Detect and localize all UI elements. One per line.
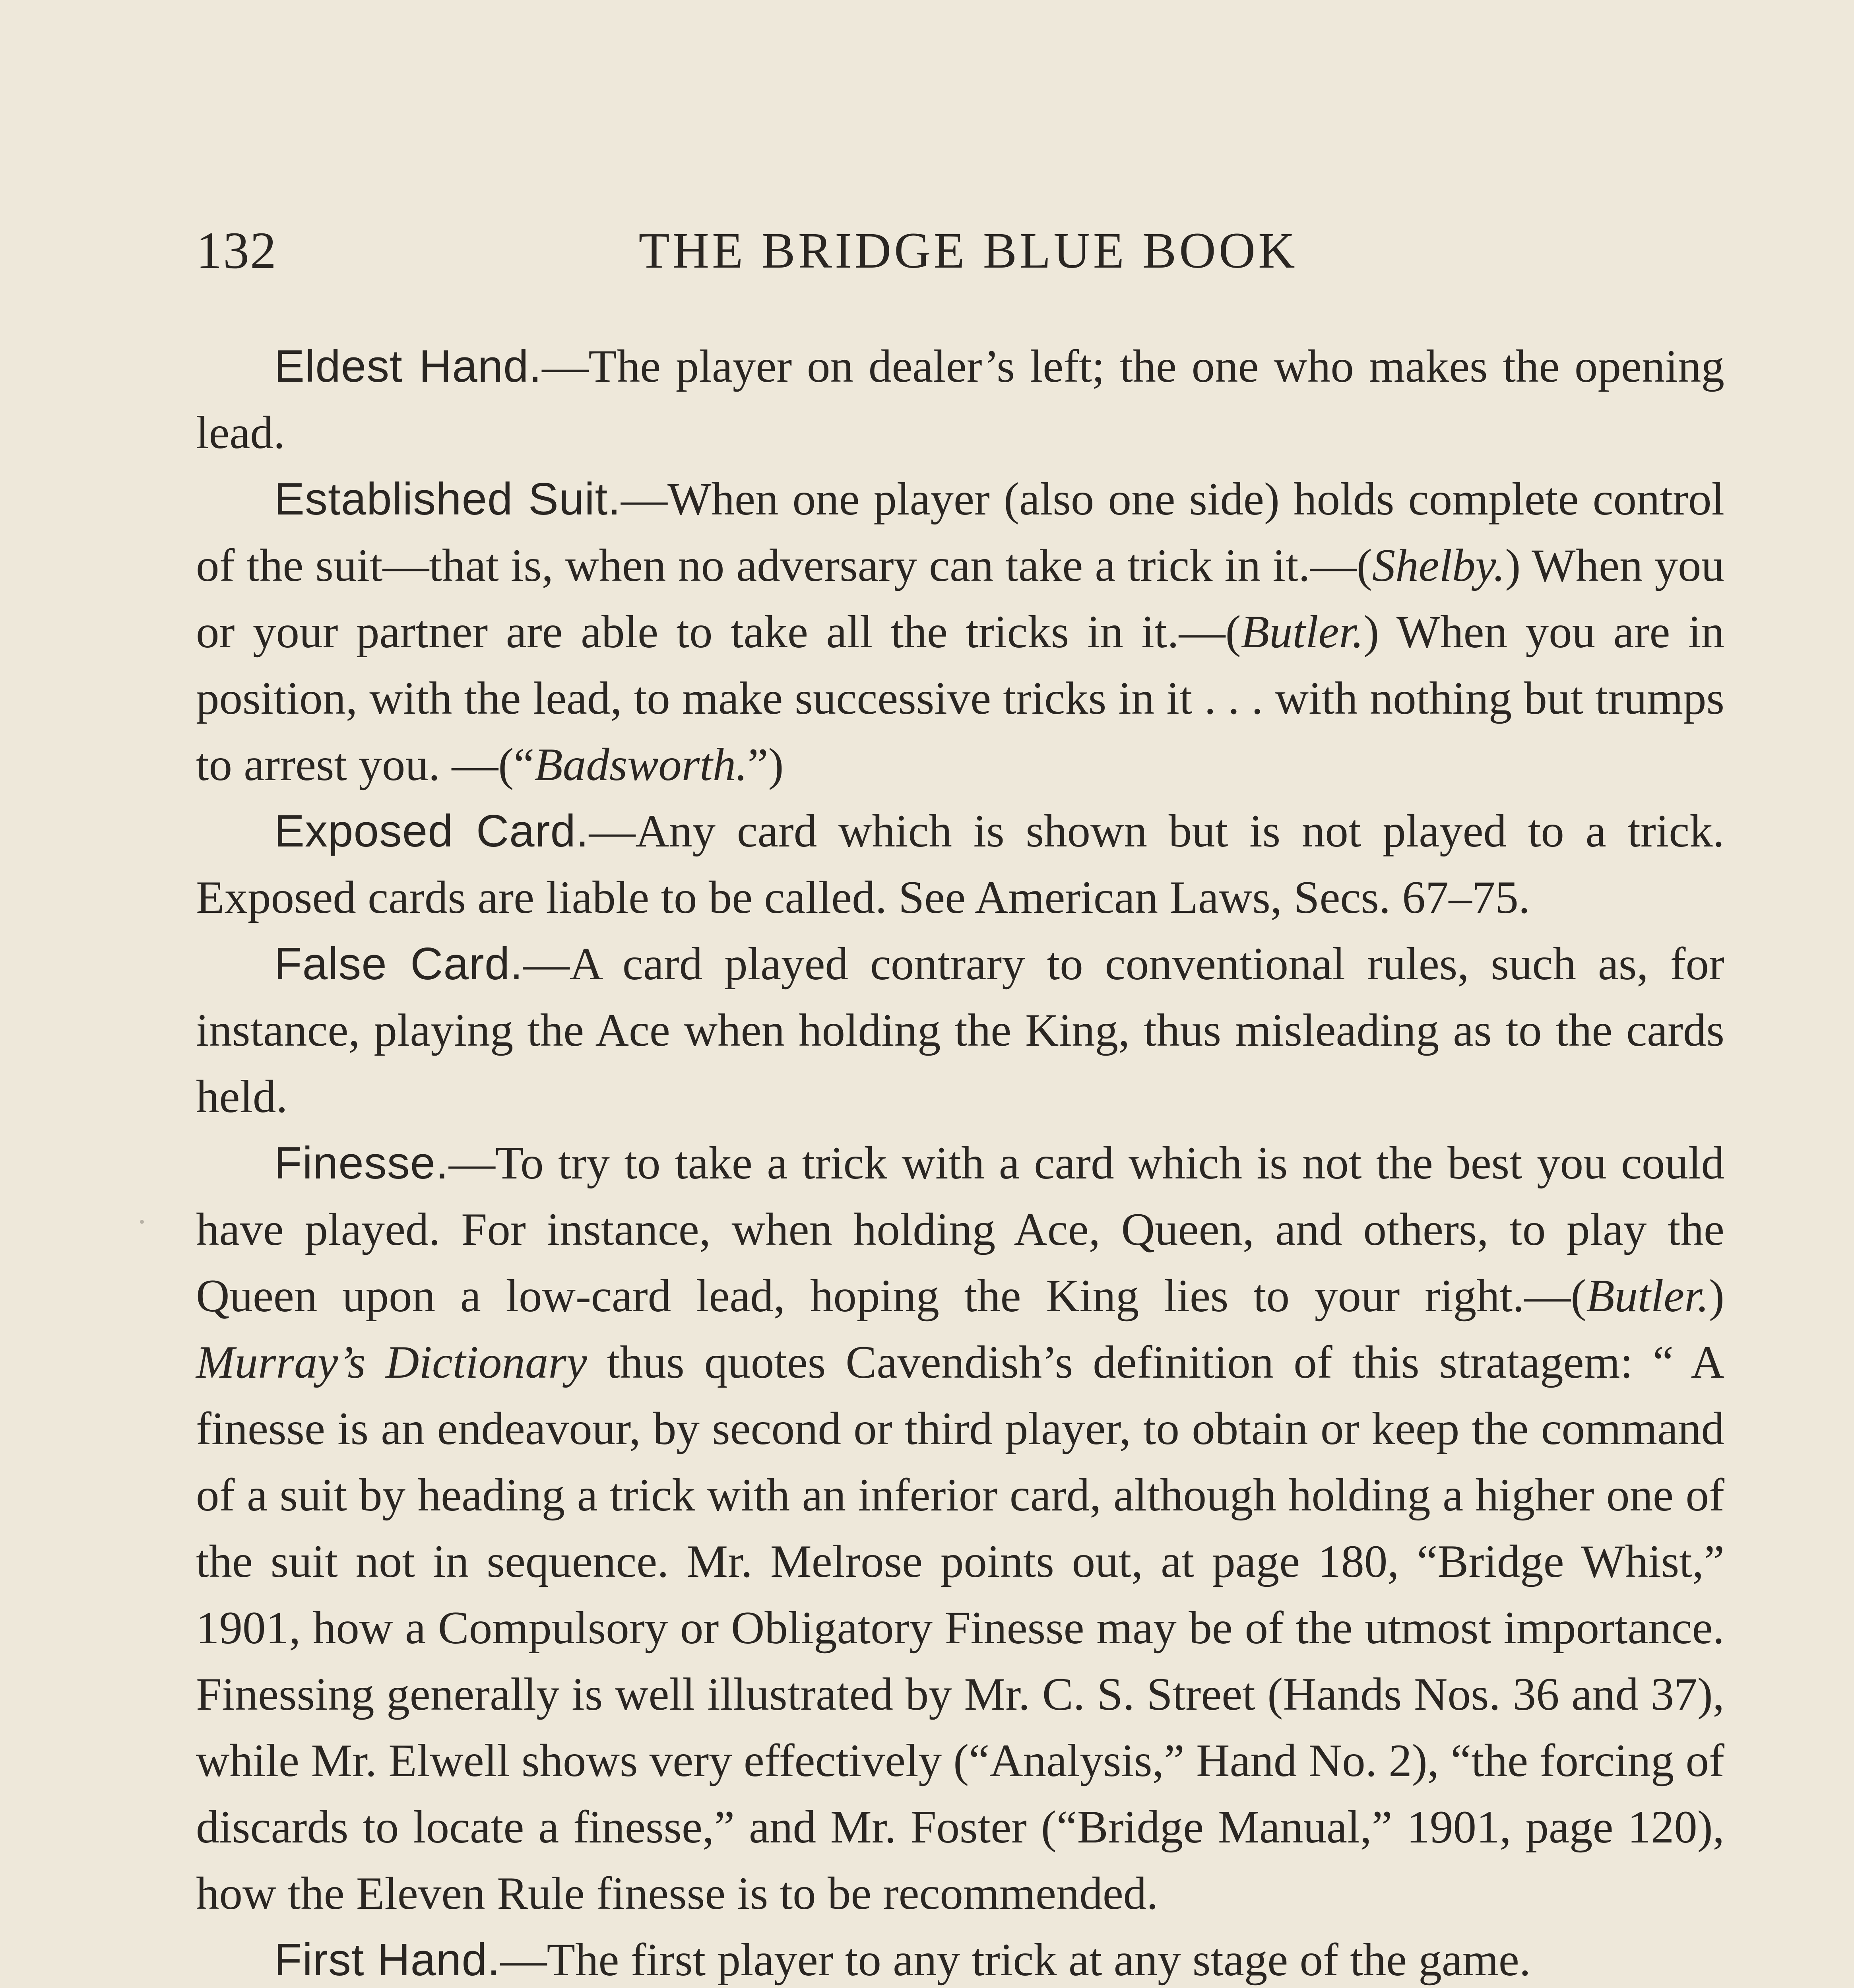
glossary-entries [196, 333, 1724, 1988]
paper-speck [140, 1220, 144, 1224]
entry-term: Exposed Card. [274, 806, 589, 856]
entry-citation: Butler. [1586, 1270, 1709, 1322]
entry-text: —The first player to any trick at any stage of the game. [500, 1934, 1531, 1986]
entry-eldest-hand [196, 333, 1724, 466]
entry-term: Finesse. [274, 1138, 449, 1188]
running-header [196, 221, 1724, 280]
entry-text: —A card played contrary to conventional rules, such as, for instance, playing the Ace when holding the King, thus misleading as to the cards held. [196, 938, 1724, 1122]
entry-text: —Any card which is shown but is not played to a trick. Exposed cards are liable to be called. See American Laws, Secs. 67–75. [196, 806, 1724, 923]
entry-text: —When one player (also one side) holds complete control of the suit—that is, when no adversary can take a trick in it.—( [196, 474, 1724, 591]
entry-term: Established Suit. [274, 474, 621, 524]
entry-term: Eldest Hand. [274, 341, 542, 392]
entry-term: First Hand. [274, 1935, 500, 1985]
entry-term: False Card. [274, 939, 523, 989]
entry-text: ) [1709, 1270, 1724, 1322]
entry-text: ”) [747, 739, 784, 790]
entry-first-hand [196, 1927, 1724, 1988]
entry-exposed-card [196, 798, 1724, 931]
entry-text: —To try to take a trick with a card which is not the best you could have played. For instance, when holding Ace, Queen, and others, to play the Queen upon a low-card lead, hoping the King lies to your right.—( [196, 1138, 1724, 1322]
entry-citation: Shelby. [1372, 540, 1505, 591]
entry-text: ) When you or your partner are able to take all the tricks in it.—( [196, 540, 1724, 658]
page-number: 132 [196, 221, 277, 280]
entry-established-suit [196, 466, 1724, 798]
entry-citation: Murray’s Dictionary [196, 1337, 587, 1388]
entry-text: ) When you are in position, with the lead, to make successive tricks in it . . . with nothing but trumps to arrest you. —(“ [196, 606, 1725, 790]
entry-false-card [196, 931, 1724, 1130]
entry-text: —The player on dealer’s left; the one who makes the opening lead. [196, 341, 1724, 458]
entry-finesse [196, 1130, 1724, 1927]
entry-citation: Butler. [1241, 606, 1364, 658]
entry-text: thus quotes Cavendish’s definition of this stratagem: “ A finesse is an endeavour, by second or third player, to obtain or keep the command of a suit by heading a trick with an inferior card, although holding a higher one of the suit not in sequence. Mr. Melrose points out, at page 180, “Bridge Whist,” 1901, how a Compulsory or Obligatory Finesse may be of the utmost importance. Finessing generally is well illustrated by Mr. C. S. Street (Hands Nos. 36 and 37), while Mr. Elwell shows very effectively (“Analysis,” Hand No. 2), “the forcing of discards to locate a finesse,” and Mr. Foster (“Bridge Manual,” 1901, page 120), how the Eleven Rule finesse is to be recommended. [196, 1337, 1724, 1919]
running-title: THE BRIDGE BLUE BOOK [638, 222, 1298, 279]
entry-citation: Badsworth. [534, 739, 748, 790]
